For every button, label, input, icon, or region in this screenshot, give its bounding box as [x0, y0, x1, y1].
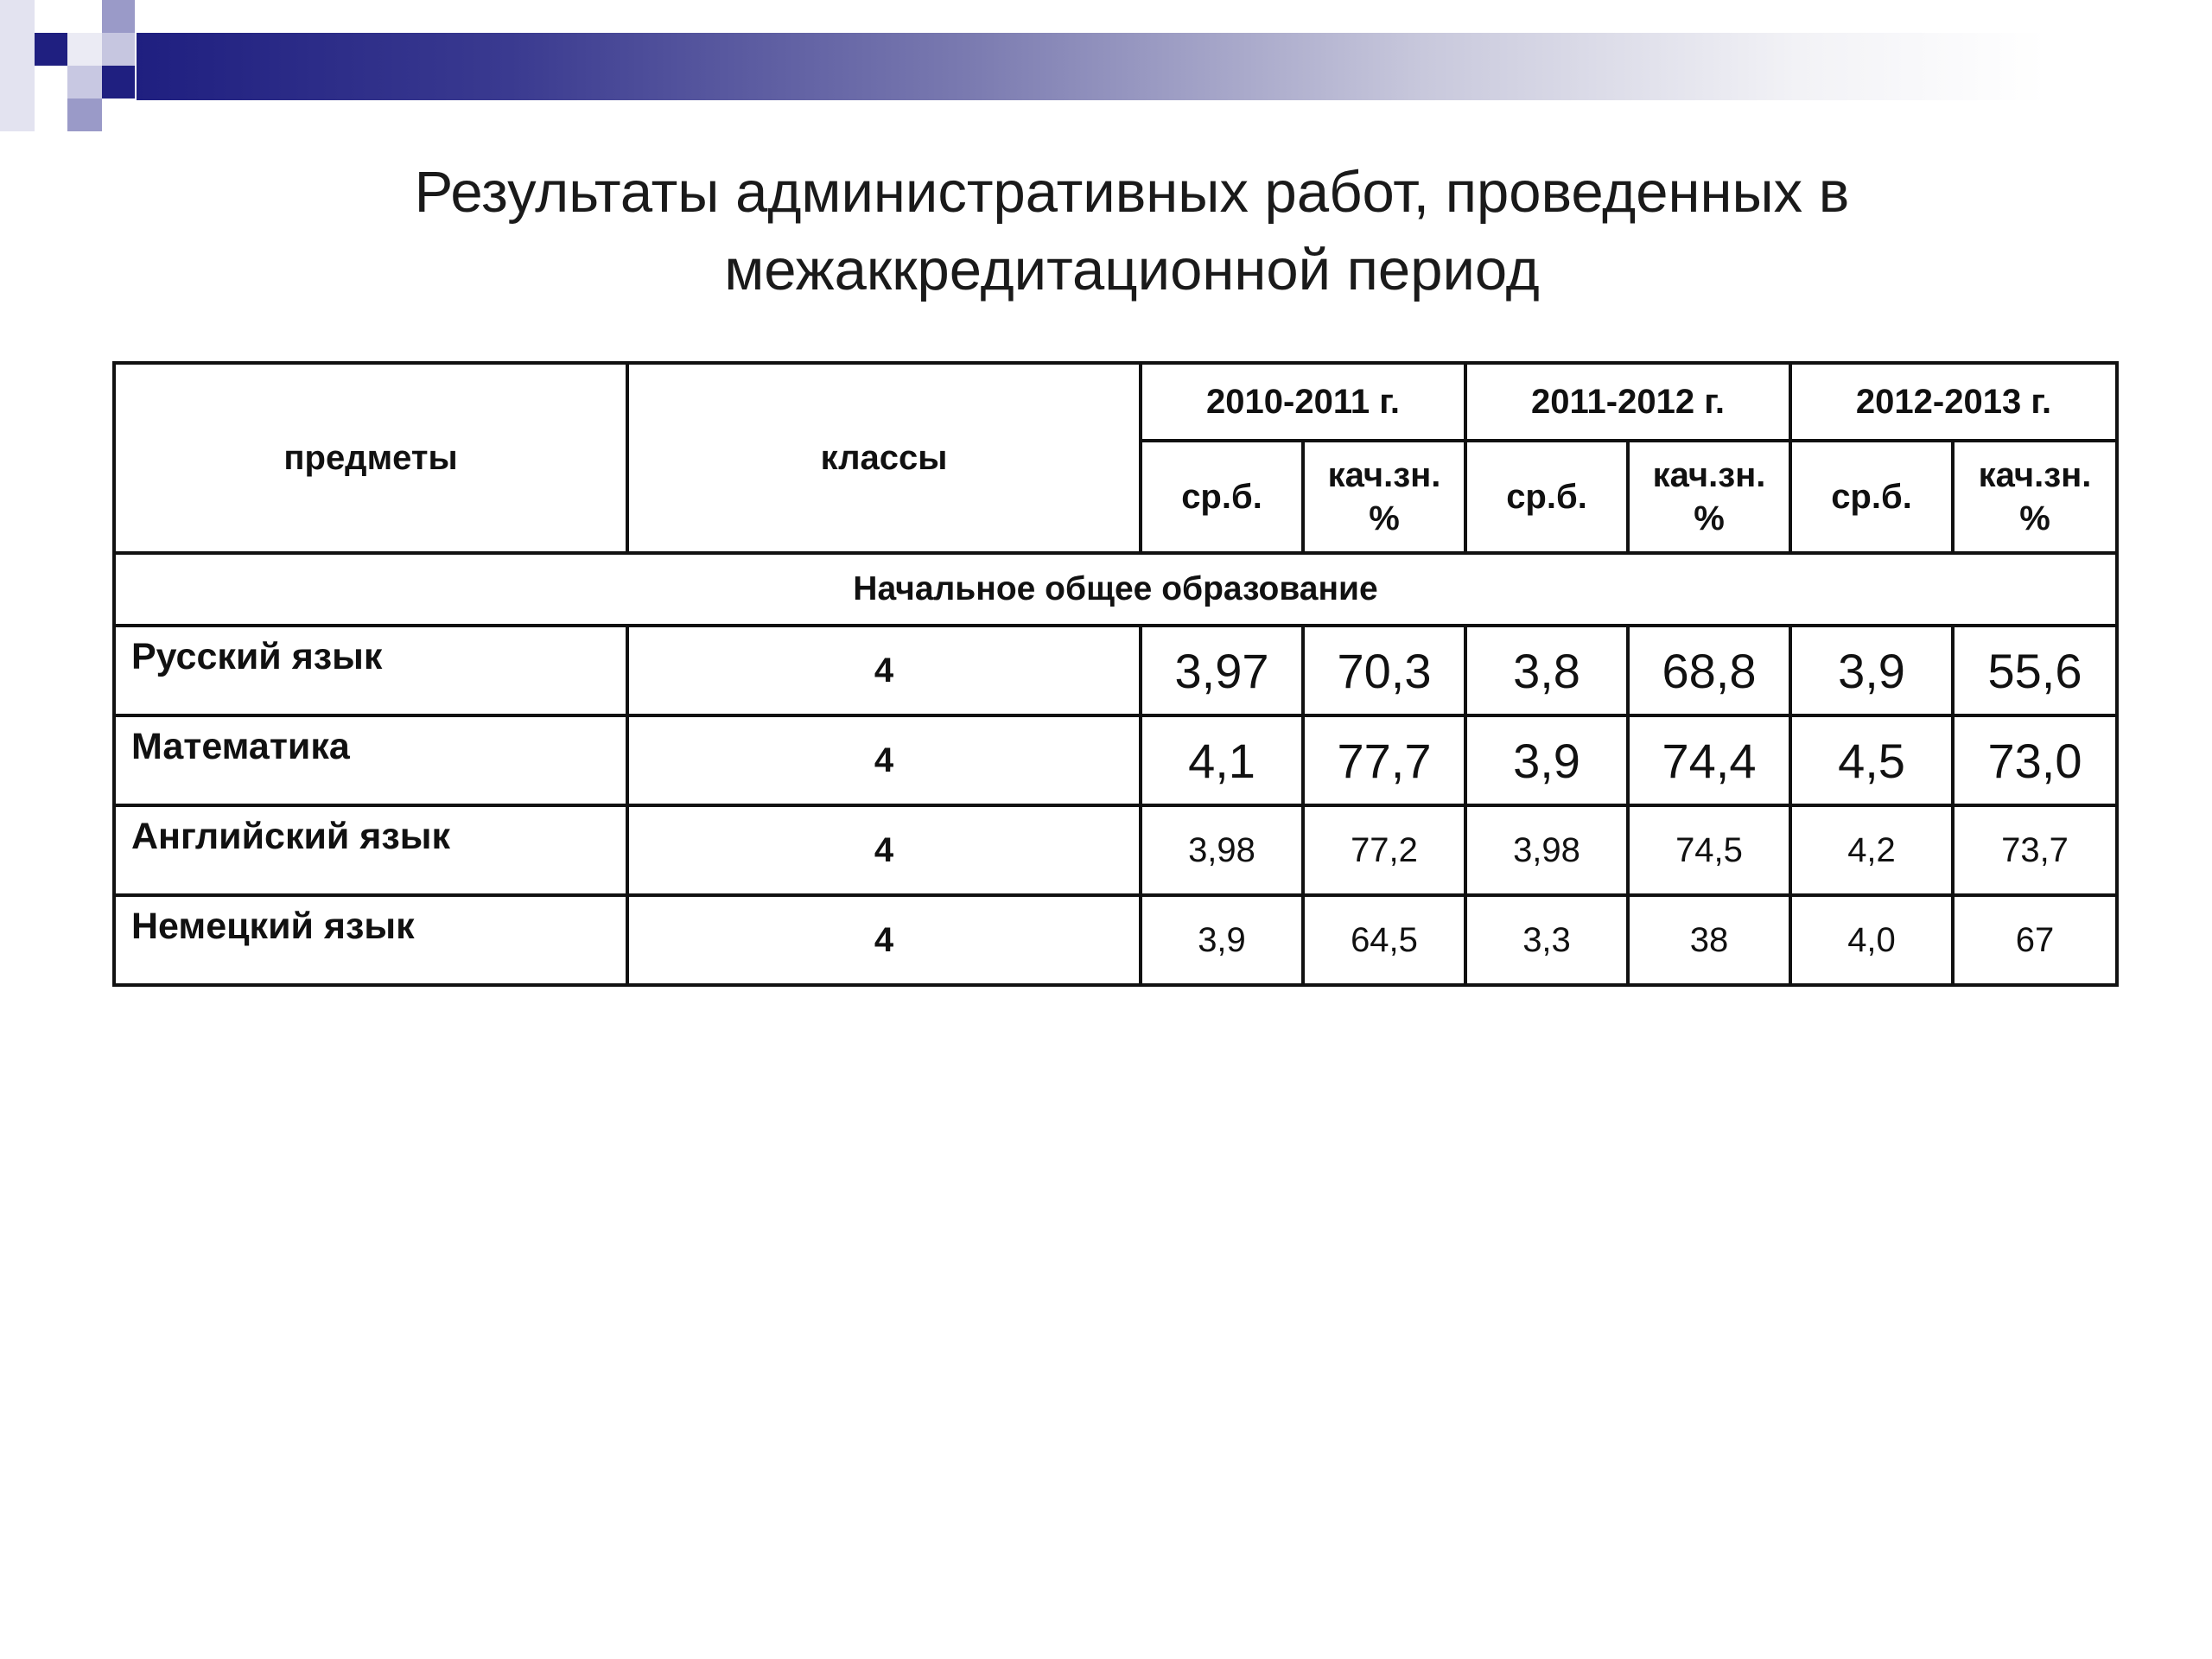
header-avg: ср.б. — [1790, 441, 1953, 553]
table-row — [114, 805, 2117, 895]
value-cell: 4,1 — [1141, 715, 1303, 805]
value-cell: 3,8 — [1465, 626, 1628, 715]
value-cell: 4,5 — [1790, 715, 1953, 805]
decor-square — [35, 33, 67, 66]
header-year-2012-2013: 2012-2013 г. — [1790, 363, 2117, 441]
decor-square — [67, 66, 102, 99]
grade-cell: 4 — [627, 805, 1141, 895]
header-quality — [1303, 441, 1465, 553]
value-cell: 74,5 — [1628, 805, 1790, 895]
header-avg: ср.б. — [1141, 441, 1303, 553]
table-row — [114, 626, 2117, 715]
header-avg: ср.б. — [1465, 441, 1628, 553]
subject-cell: Математика — [114, 715, 627, 805]
grade-cell: 4 — [627, 895, 1141, 985]
slide-title-line-2: межаккредитационной период — [724, 238, 1540, 302]
value-cell: 73,7 — [1953, 805, 2117, 895]
value-cell: 74,4 — [1628, 715, 1790, 805]
value-cell: 55,6 — [1953, 626, 2117, 715]
value-cell: 3,98 — [1465, 805, 1628, 895]
header-quality-unit: % — [2019, 499, 2050, 537]
decor-square — [102, 0, 135, 33]
value-cell: 3,97 — [1141, 626, 1303, 715]
value-cell: 70,3 — [1303, 626, 1465, 715]
subject-cell: Английский язык — [114, 805, 627, 895]
value-cell: 4,0 — [1790, 895, 1953, 985]
value-cell: 73,0 — [1953, 715, 2117, 805]
value-cell: 77,7 — [1303, 715, 1465, 805]
value-cell: 3,98 — [1141, 805, 1303, 895]
subject-cell: Немецкий язык — [114, 895, 627, 985]
header-quality-unit: % — [1694, 499, 1725, 537]
value-cell: 3,9 — [1790, 626, 1953, 715]
results-table — [112, 361, 2119, 987]
table-row — [114, 895, 2117, 985]
header-quality-label: кач.зн. — [1978, 456, 2092, 494]
slide-title — [259, 154, 2005, 309]
header-gradient-band — [137, 33, 2212, 100]
grade-cell: 4 — [627, 626, 1141, 715]
value-cell: 68,8 — [1628, 626, 1790, 715]
header-subjects: предметы — [114, 363, 627, 553]
subject-cell: Русский язык — [114, 626, 627, 715]
header-year-2010-2011: 2010-2011 г. — [1141, 363, 1465, 441]
decor-square — [102, 66, 135, 99]
value-cell: 3,3 — [1465, 895, 1628, 985]
value-cell: 3,9 — [1465, 715, 1628, 805]
header-quality-label: кач.зн. — [1327, 456, 1441, 494]
section-primary-education: Начальное общее образование — [114, 553, 2117, 626]
table-row — [114, 715, 2117, 805]
header-quality-unit: % — [1369, 499, 1400, 537]
header-quality — [1628, 441, 1790, 553]
value-cell: 4,2 — [1790, 805, 1953, 895]
header-year-2011-2012: 2011-2012 г. — [1465, 363, 1790, 441]
grade-cell: 4 — [627, 715, 1141, 805]
value-cell: 3,9 — [1141, 895, 1303, 985]
decor-square — [67, 99, 102, 131]
decor-square — [0, 0, 35, 131]
value-cell: 64,5 — [1303, 895, 1465, 985]
decor-square — [67, 33, 102, 66]
value-cell: 77,2 — [1303, 805, 1465, 895]
header-quality — [1953, 441, 2117, 553]
decor-square — [102, 33, 135, 66]
value-cell: 67 — [1953, 895, 2117, 985]
header-quality-label: кач.зн. — [1652, 456, 1766, 494]
slide-title-line-1: Результаты административных работ, проведенных в — [414, 160, 1850, 225]
header-grades: классы — [627, 363, 1141, 553]
value-cell: 38 — [1628, 895, 1790, 985]
